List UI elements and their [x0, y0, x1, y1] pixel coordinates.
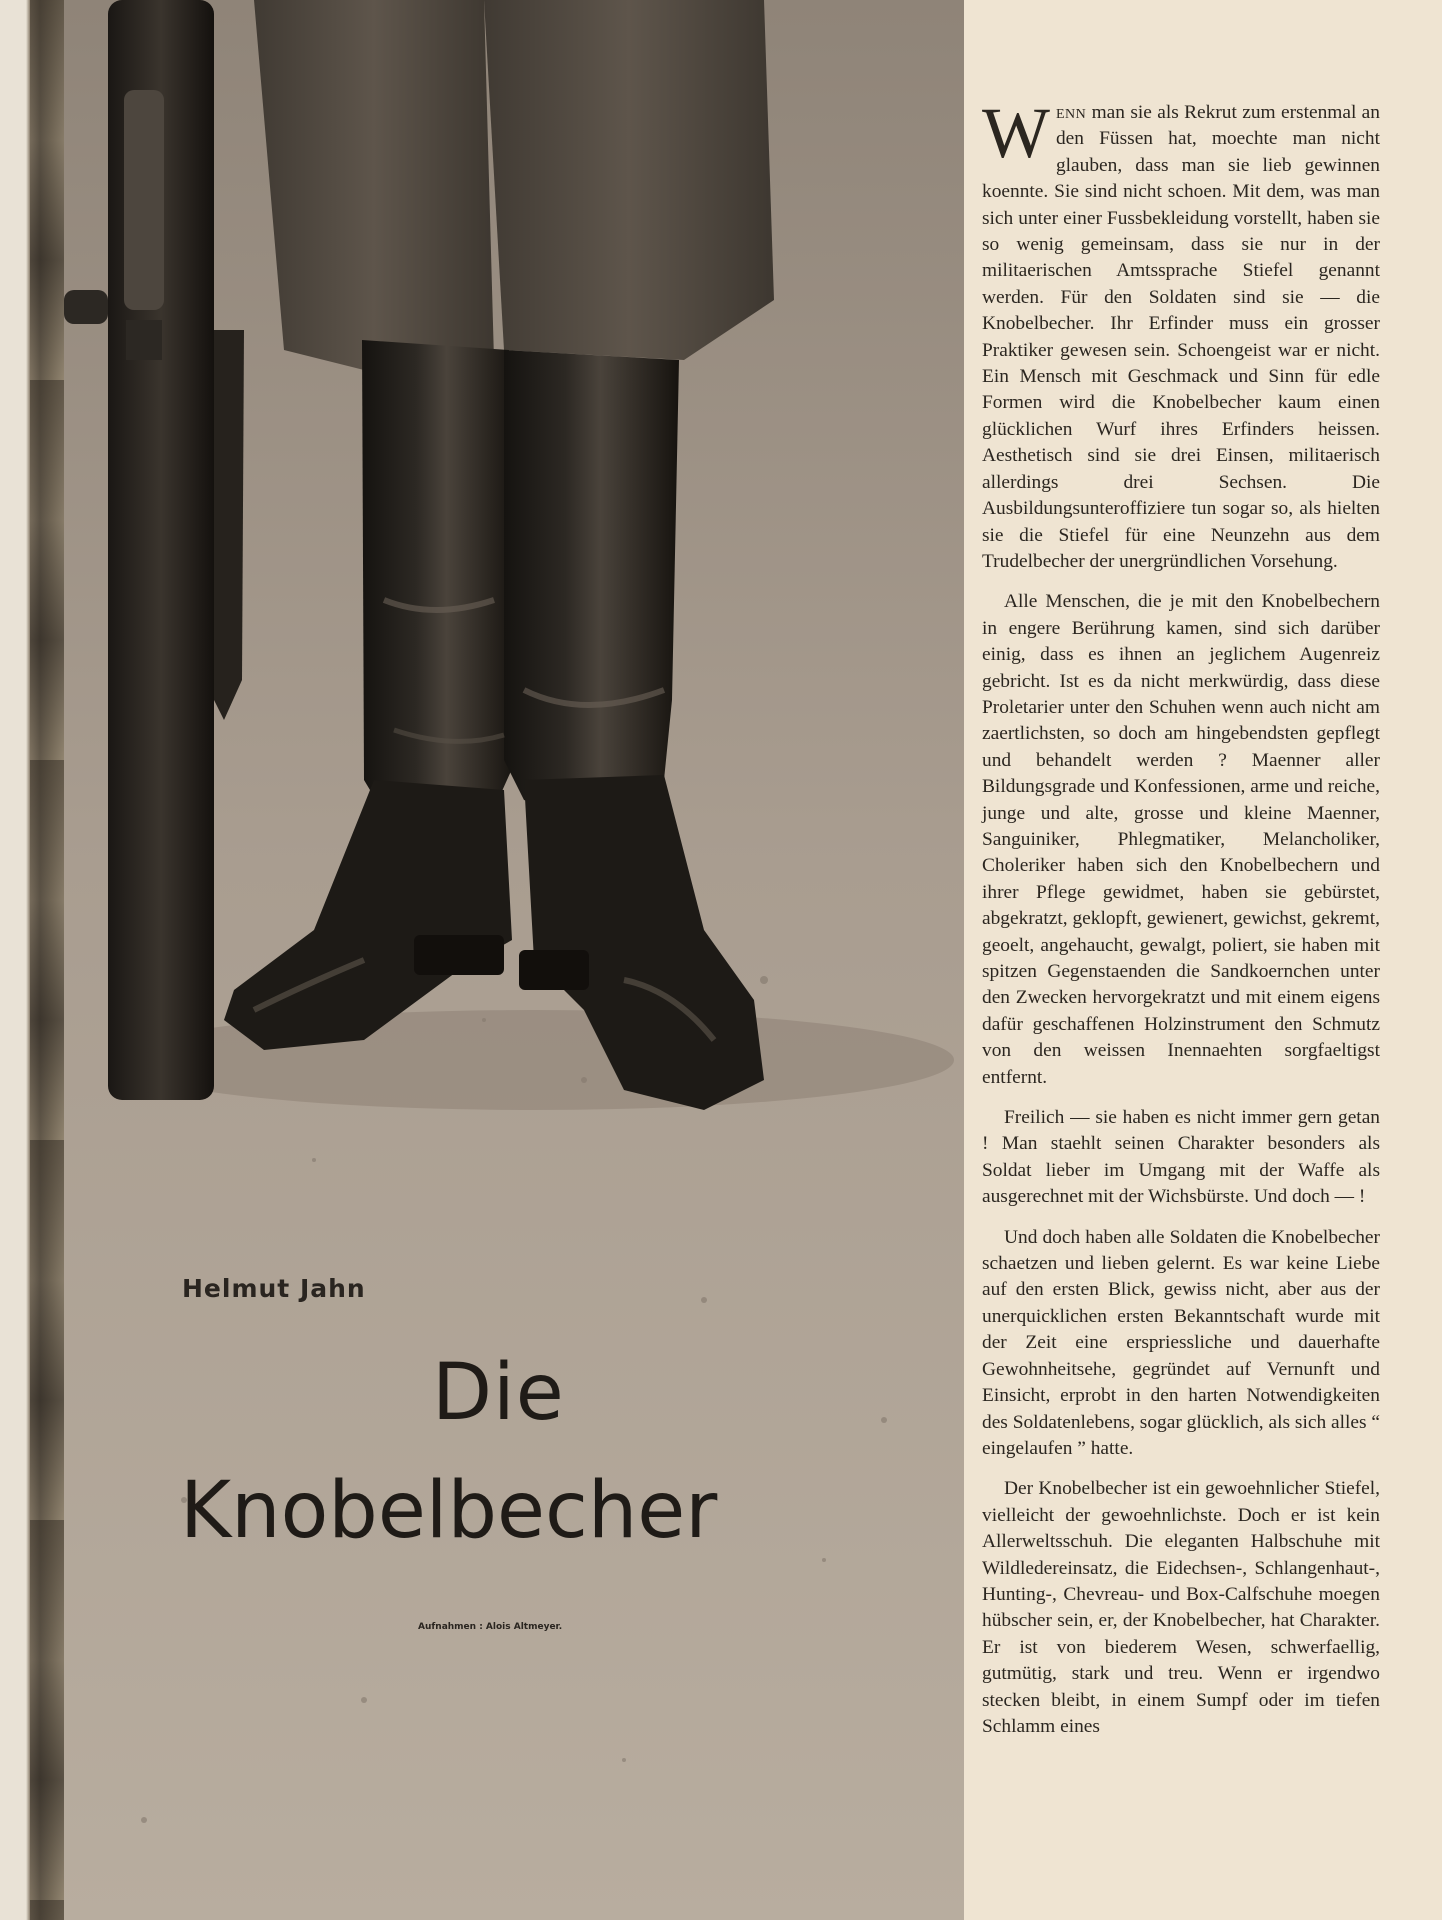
- article-title-line2: Knobelbecher: [180, 1466, 718, 1556]
- paragraph-3: Freilich — sie haben es nicht immer gern getan ! Man staehlt seinen Charakter besonders als Soldat lieber im Umgang mit der Waffe als ausgerechnet mit der Wichsbürste. Und doch — !: [982, 1107, 1380, 1208]
- boots-photograph: [64, 0, 964, 1920]
- boots-illustration: [64, 0, 964, 1920]
- article-body: [982, 93, 1380, 1754]
- lead-in: enn: [1055, 102, 1087, 123]
- drop-cap: W: [982, 93, 1050, 173]
- text-column: [964, 0, 1442, 1920]
- paragraph-1: [982, 93, 1380, 575]
- photo-credit: Aufnahmen : Alois Altmeyer.: [418, 1622, 563, 1632]
- spine-shadow: [30, 0, 64, 1920]
- article-author: Helmut Jahn: [182, 1274, 366, 1303]
- paragraph-4: Und doch haben alle Soldaten die Knobelbecher schaetzen und lieben gelernt. Es war keine Liebe auf den ersten Blick, gewiss nicht, aber aus der unerquicklichen ersten Bekanntschaft wurde mit der Zeit eine erspriessliche und dauerhafte Gewohnheitsehe, gegründet auf Vernunft und Einsicht, erprobt in den harten Notwendigkeiten des Soldatenlebens, sogar glücklich, als sich alles “ eingelaufen ” hatte.: [982, 1226, 1380, 1459]
- paragraph-5: Der Knobelbecher ist ein gewoehnlicher Stiefel, vielleicht der gewoehnlichste. Doch er ist kein Allerweltsschuh. Die eleganten Halbschuhe mit Wildledereinsatz, die Eidechsen-, Schlangenhaut-, Hunting-, Chevreau- und Box-Calfschuhe moegen hübscher sein, er, der Knobelbecher, hat Charakter. Er ist von biederem Wesen, schwerfaellig, gutmütig, stark und treu. Wenn er irgendwo stecken bleibt, in einem Sumpf oder im tiefen Schlamm eines: [982, 1478, 1380, 1737]
- article-title-line1: Die: [432, 1348, 565, 1438]
- paragraph-1-text: man sie als Rekrut zum erstenmal an den Füssen hat, moechte man nicht glauben, dass man sie lieb gewinnen koennte. Sie sind nicht schoen. Mit dem, was man sich unter einer Fussbekleidung vorstellt, haben sie so wenig gemeinsam, dass sie nur in der militaerischen Amtssprache Stiefel genannt werden. Für den Soldaten sind sie — die Knobelbecher. Ihr Erfinder muss ein grosser Praktiker gewesen sein. Schoengeist war er nicht. Ein Mensch mit Geschmack und Sinn für edle Formen wird die Knobelbecher kaum einen glücklichen Wurf ihres Erfinders heissen. Aesthetisch sind sie drei Einsen, militaerisch allerdings drei Sechsen. Die Ausbildungsunteroffiziere tun sogar so, als hielten sie die Stiefel für eine Neunzehn aus dem Trudelbecher der unergründlichen Vorsehung.: [982, 102, 1380, 572]
- paragraph-2: Alle Menschen, die je mit den Knobelbechern in engere Berührung kamen, sind sich darüber einig, dass es ihnen an jeglichem Augenreiz gebricht. Ist es da nicht merkwürdig, dass diese Proletarier unter den Schuhen wenn auch nicht am zaertlichsten, so doch am hingebendsten gepflegt und behandelt werden ? Maenner aller Bildungsgrade und Konfessionen, arme und reiche, junge und alte, grosse und kleine Maenner, Sanguiniker, Phlegmatiker, Melancholiker, Choleriker haben sich den Knobelbechern und ihrer Pflege gewidmet, haben sie gebürstet, abgekratzt, geklopft, gewienert, gewichst, gekremt, geoelt, angehaucht, gewalgt, poliert, sie haben mit spitzen Gegenstaenden die Sandkoernchen unter den Zwecken hervorgekratzt und mit einem eigens dafür geschaffenen Holzinstrument den Schmutz von den weissen Inennaehten sorgfaeltigst entfernt.: [982, 591, 1380, 1088]
